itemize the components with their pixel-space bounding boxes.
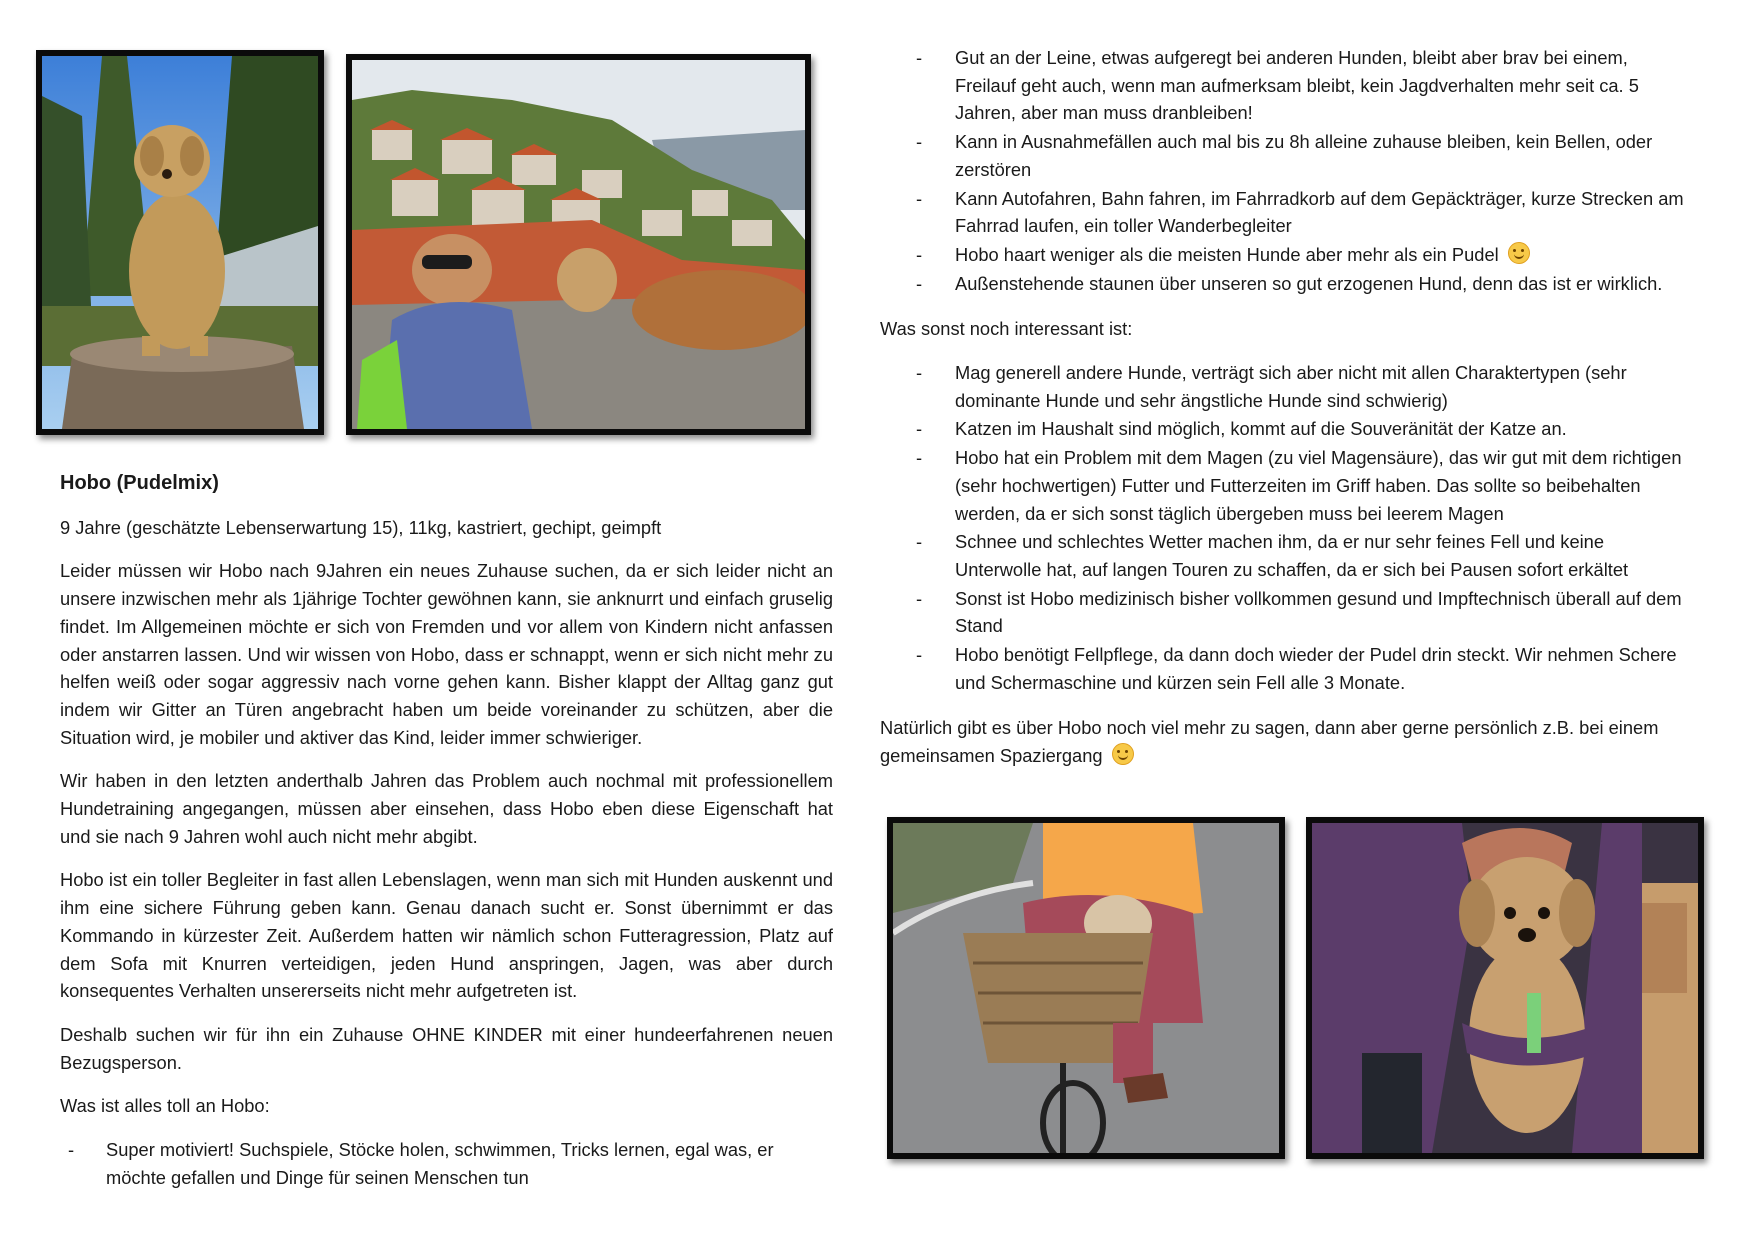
great-heading: Was ist alles toll an Hobo: (60, 1095, 270, 1117)
list-item-text: Hobo haart weniger als die meisten Hunde aber mehr als ein Pudel (955, 243, 1499, 265)
other-list (880, 359, 1690, 696)
photo-dog-on-stump (36, 50, 324, 435)
list-item: - Kann Autofahren, Bahn fahren, im Fahrradkorb auf dem Gepäckträger, kurze Strecken am Fahrrad laufen, ein toller Wanderbegleiter (880, 185, 1690, 240)
list-item: - Schnee und schlechtes Wetter machen ihm, da er nur sehr feines Fell und keine Unterwolle hat, auf langen Touren zu schaffen, da er sich bei Pausen sofort erkältet (880, 528, 1690, 583)
list-item: - Super motiviert! Suchspiele, Stöcke holen, schwimmen, Tricks lernen, egal was, er möchte gefallen und Dinge für seinen Menschen tun (60, 1136, 833, 1191)
closing-paragraph (880, 714, 1690, 769)
list-item: - Außenstehende staunen über unseren so gut erzogenen Hund, denn das ist er wirklich. (880, 270, 1690, 298)
list-item: - Katzen im Haushalt sind möglich, kommt auf die Souveränität der Katze an. (880, 415, 1690, 443)
left-column (60, 470, 833, 1192)
smiling-face-icon (1508, 242, 1530, 264)
paragraph-training: Wir haben in den letzten anderthalb Jahren das Problem auch nochmal mit professionellem Hundetraining angegangen, müssen aber einsehen, dass Hobo eben diese Eigenschaft hat und sie nach 9 Jahren wohl auch nicht mehr abgibt. (60, 770, 833, 847)
photo-woman-holding-dog (1306, 817, 1704, 1159)
photo-woman-dog-village (346, 54, 811, 435)
great-list-continued (880, 44, 1690, 297)
list-item: - Hobo hat ein Problem mit dem Magen (zu viel Magensäure), das wir gut mit dem richtigen (sehr hochwertigen) Futter und Futterzeiten im Griff haben. Das sollte so beibehalten werden, da er sich sonst täglich übergeben muss bei leerem Magen (880, 444, 1690, 527)
list-item: - Sonst ist Hobo medizinisch bisher vollkommen gesund und Impftechnisch überall auf dem Stand (880, 585, 1690, 640)
other-heading: Was sonst noch interessant ist: (880, 318, 1133, 340)
list-item (880, 241, 1690, 269)
photo-dog-bicycle-basket (887, 817, 1285, 1159)
smiling-face-icon (1112, 743, 1134, 765)
list-item: - Mag generell andere Hunde, verträgt sich aber nicht mit allen Charaktertypen (sehr dominante Hunde und sehr ängstliche Hunde sind schwierig) (880, 359, 1690, 414)
great-list (60, 1136, 833, 1191)
paragraph-situation: Leider müssen wir Hobo nach 9Jahren ein neues Zuhause suchen, da er sich leider nicht an unsere inzwischen mehr als 1jährige Tochter gewöhnen kann, sie anknurrt und einfach gruselig findet. Im Allgemeinen möchte er sich von Fremden und vor allem von Kindern nicht anfassen oder anstarren lassen. Und wir wissen von Hobo, dass er schnappt, wenn er sich nicht mehr zu helfen weiß oder sogar aggressiv nach vorne gehen kann. Bisher klappt der Alltag ganz gut indem wir Gitter an Türen angebracht haben um beide voreinander zu schützen, aber die Situation wird, je mobiler und aktiver das Kind, leider immer schwieriger. (60, 560, 833, 748)
profile-facts: 9 Jahre (geschätzte Lebenserwartung 15), 11kg, kastriert, gechipt, geimpft (60, 516, 662, 538)
profile-title: Hobo (Pudelmix) (60, 472, 219, 494)
right-column (880, 44, 1690, 786)
paragraph-companion: Hobo ist ein toller Begleiter in fast allen Lebenslagen, wenn man sich mit Hunden auskennt und ihm eine sichere Führung geben kann. Genau danach sucht er. Sonst übernimmt er das Kommando in kürzester Zeit. Außerdem hatten wir nämlich schon Futteragression, Platz auf dem Sofa mit Knurren verteidigen, jeden Hund anspringen, Jagen, was aber durch konsequentes Verhalten unsererseits nicht mehr aufgetreten ist. (60, 869, 833, 1002)
list-item: - Gut an der Leine, etwas aufgeregt bei anderen Hunden, bleibt aber brav bei einem, Freilauf geht auch, wenn man aufmerksam bleibt, kein Jagdverhalten mehr seit ca. 5 Jahren, aber man muss dranbleiben! (880, 44, 1690, 127)
closing-text: Natürlich gibt es über Hobo noch viel mehr zu sagen, dann aber gerne persönlich z.B. bei einem gemeinsamen Spaziergang (880, 717, 1659, 767)
list-item: - Hobo benötigt Fellpflege, da dann doch wieder der Pudel drin steckt. Wir nehmen Schere und Schermaschine und kürzen sein Fell alle 3 Monate. (880, 641, 1690, 696)
list-item: - Kann in Ausnahmefällen auch mal bis zu 8h alleine zuhause bleiben, kein Bellen, oder zerstören (880, 128, 1690, 183)
paragraph-search: Deshalb suchen wir für ihn ein Zuhause OHNE KINDER mit einer hundeerfahrenen neuen Bezugsperson. (60, 1023, 833, 1073)
